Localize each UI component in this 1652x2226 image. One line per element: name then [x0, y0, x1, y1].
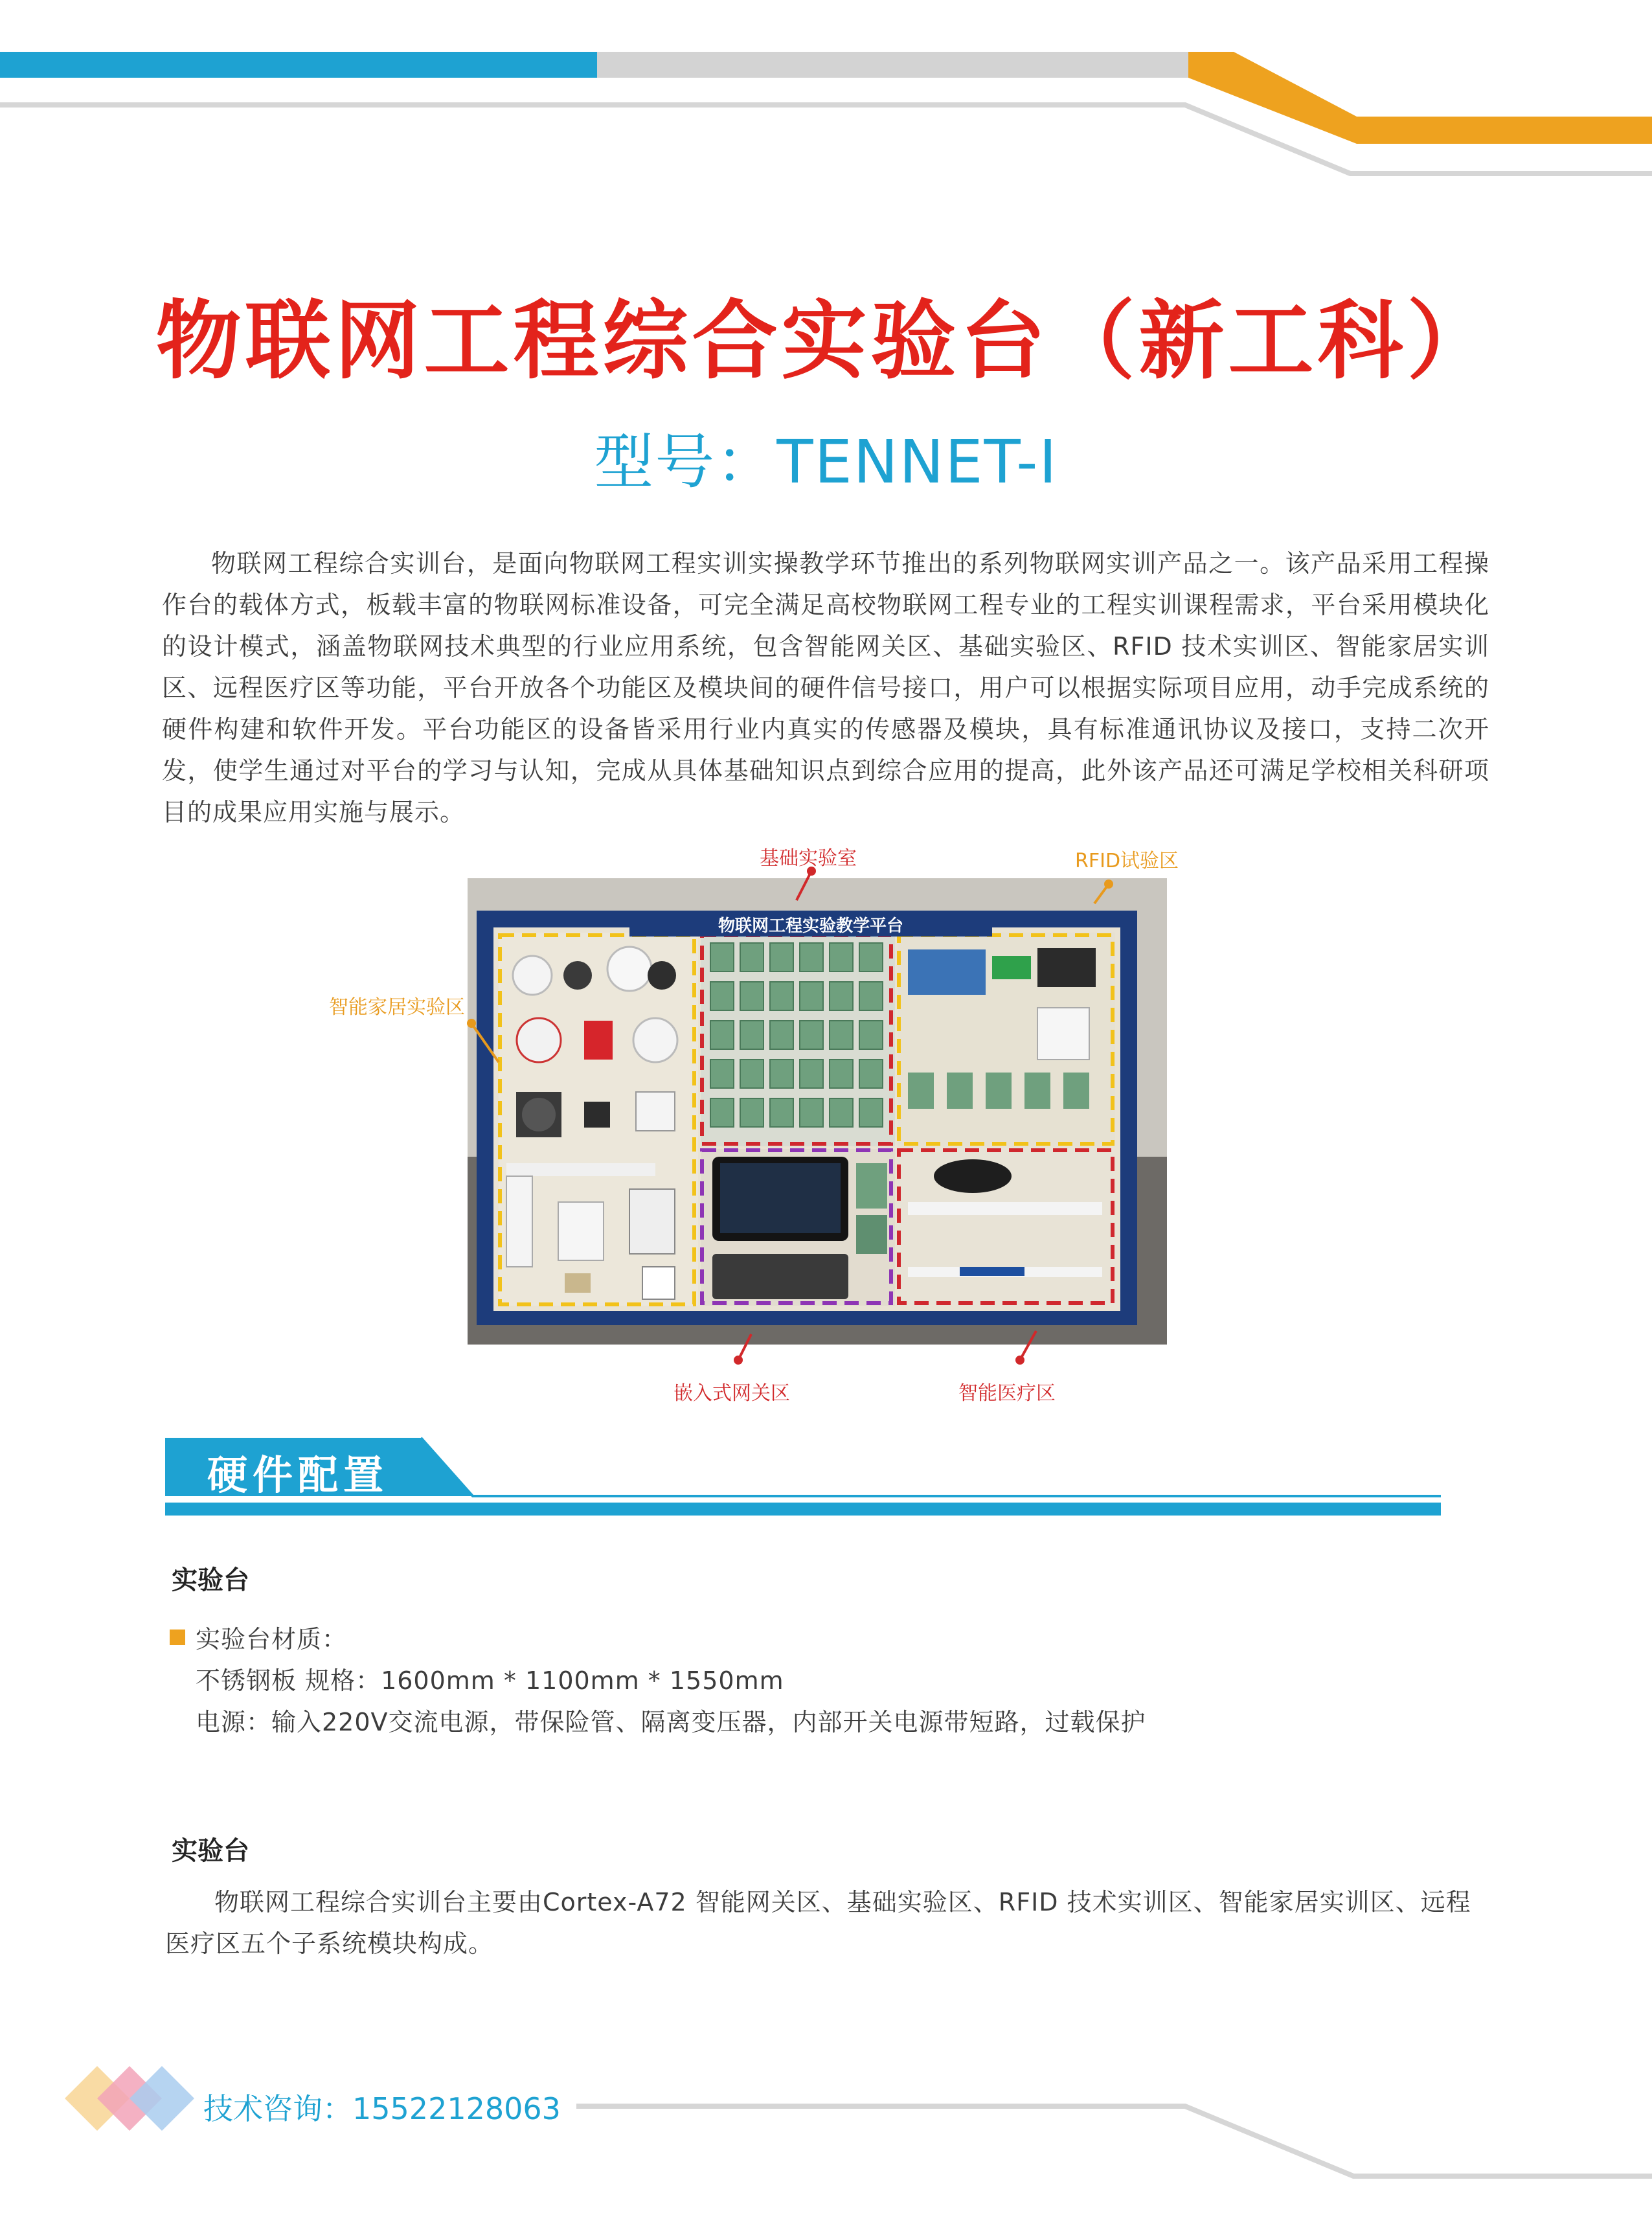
callout-smart-home-zone: 智能家居实验区 [329, 996, 465, 1019]
bench-composition-text: 物联网工程综合实训台主要由Cortex-A72 智能网关区、基础实验区、RFID 技术实训区、智能家居实训区、远程医疗区五个子系统模块构成。 [165, 1888, 1471, 1958]
callout-rfid-zone: RFID试验区 [1075, 850, 1179, 872]
section-title: 硬件配置 [207, 1451, 389, 1499]
bench-composition-heading: 实验台 [172, 1836, 249, 1866]
panel-label: 物联网工程实验教学平台 [718, 916, 904, 936]
material-label: 实验台材质： [196, 1625, 348, 1653]
bullet-square-icon [170, 1630, 185, 1645]
power-spec: 电源：输入220V交流电源，带保险管、隔离变压器，内部开关电源带短路，过载保护 [196, 1708, 1146, 1736]
callout-embedded-gateway-zone: 嵌入式网关区 [673, 1382, 790, 1405]
contact-phone: 技术咨询：15522128063 [203, 2091, 561, 2126]
page-title: 物联网工程综合实验台（新工科） [155, 291, 1497, 391]
model-number: 型号：TENNET-I [594, 427, 1058, 497]
bench-spec-heading: 实验台 [172, 1565, 249, 1595]
intro-paragraph: 物联网工程综合实训台，是面向物联网工程实训实操教学环节推出的系列物联网实训产品之一。该产品采用工程操作台的载体方式，板载丰富的物联网标准设备，可完全满足高校物联网工程专业的工程实训课程需求，平台采用模块化的设计模式，涵盖物联网技术典型的行业应用系统，包含智能网关区、基础实验区、RFID 技术实训区、智能家居实训区、远程医疗区等功能，平台开放各个功能区及模块间的硬件信号接口，用户可以根据实际项目应用，动手完成系统的硬件构建和软件开发。平台功能区的设备皆采用行业内真实的传感器及模块，具有标准通讯协议及接口，支持二次开发，使学生通过对平台的学习与认知，完成从具体基础知识点到综合应用的提高，此外该产品还可满足学校相关科研项目的成果应用实施与展示。 [162, 549, 1489, 826]
material-spec: 不锈钢板 规格：1600mm * 1100mm * 1550mm [196, 1666, 784, 1695]
callout-smart-medical-zone: 智能医疗区 [958, 1382, 1056, 1405]
callout-basic-lab: 基础实验室 [760, 847, 857, 870]
footer-decoration [0, 2060, 1652, 2226]
